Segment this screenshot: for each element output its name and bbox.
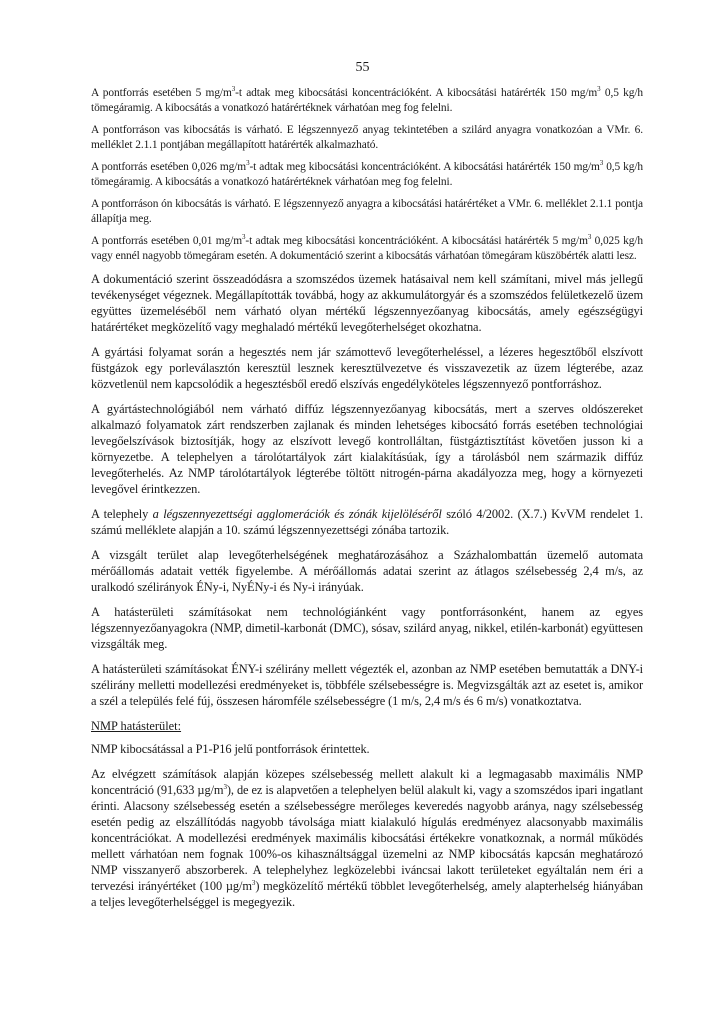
superscript: 3: [231, 85, 236, 94]
paragraph-p9: [91, 506, 643, 538]
paragraph-p8: [91, 401, 643, 497]
paragraph-p12: [91, 661, 643, 709]
text-run: A pontforrás esetében 5 mg/m: [91, 87, 232, 99]
superscript: 3: [246, 159, 250, 168]
text-run: ) megközelítő mértékű többlet levegőterhelség, amely alapterhelség hiányában a teljes levegőterhelséggel is megegyezik.: [91, 879, 643, 909]
text-run: -t adtak meg kibocsátási koncentrációként. A kibocsátási határérték 150 mg/m: [235, 87, 598, 99]
text-run: A telephely: [91, 507, 153, 521]
section-heading: NMP hatásterület:: [91, 719, 182, 733]
paragraph-p2: [91, 123, 643, 153]
text-run: A pontforrás esetében 0,026 mg/m: [91, 161, 247, 173]
text-run: -t adtak meg kibocsátási koncentrációként. A kibocsátási határérték 5 mg/m: [245, 235, 588, 247]
paragraphs-after: [91, 741, 643, 910]
paragraph-p3: [91, 160, 643, 190]
paragraph-p6: [91, 271, 643, 335]
italic-text: a légszennyezettségi agglomerációk és zónák kijelöléséről: [152, 507, 442, 521]
superscript: 3: [597, 85, 601, 94]
superscript: 3: [251, 878, 256, 887]
paragraph-p5: [91, 234, 643, 264]
text-run: A hatásterületi számításokat ÉNY-i szélirány mellett végezték el, azonban az NMP esetében bemutatták a DNY-i szélirány melletti modellezési eredményeket is, többféle szélsebességre is. Megvizsgálták azt az esetet is, amikor a szél a település felé fúj, összesen háromféle szélsebességre (1 m/s, 2,4 m/s és 6 m/s) vonatkoztatva.: [91, 662, 643, 708]
paragraph-p1: [91, 86, 643, 116]
text-run: 0,5 kg/h tömegáramig. A kibocsátás a vonatkozó határértéknek várhatóan meg fog felelni.: [91, 161, 643, 188]
page-number: 55: [355, 60, 370, 75]
superscript: 3: [223, 782, 227, 791]
text-run: 0,025 kg/h vagy ennél nagyobb tömegáram esetén. A dokumentáció szerint a kibocsátás várhatóan tömegáram küszöbérték alatti lesz.: [91, 235, 643, 262]
superscript: 3: [599, 159, 604, 168]
page-body: [91, 86, 643, 919]
superscript: 3: [587, 233, 592, 242]
text-run: -t adtak meg kibocsátási koncentrációként. A kibocsátási határérték 150 mg/m: [249, 161, 600, 173]
text-run: A gyártástechnológiából nem várható diffúz légszennyezőanyag kibocsátás, mert a szerves oldószereket alkalmazó folyamatok zárt rendszerben zajlanak és minden lehetséges kibocsátó forrás esetében technológiai levegőelszívások biztosítják, hogy az elszívott levegő kontrolláltan, füstgáztisztítást követően jusson ki a környezetbe. A telephelyen a tárolótartályok zárt kialakításúak, így a tárolásból nem származik diffúz levegőterhelés. Az NMP tárolótartályok légterébe töltött nitrogén-párna akadályozza meg, hogy a környezeti levegővel érintkezzen.: [91, 402, 643, 496]
text-run: 0,5 kg/h tömegáramig. A kibocsátás a vonatkozó határértéknek várhatóan meg fog felelni.: [91, 87, 643, 114]
text-run: A hatásterületi számításokat nem technológiánként vagy pontforrásonként, hanem az egyes légszennyezőanyagokra (NMP, dimetil-karbonát (DMC), sósav, szilárd anyag, nikkel, etilén-karbonát) együttesen vizsgálták meg.: [91, 605, 643, 651]
text-run: A dokumentáció szerint összeadódásra a szomszédos üzemek hatásaival nem kell számítani, mivel más jellegű tevékenységet végeznek. Megállapították továbbá, hogy az akkumulátorgyár és a szomszédos felületkezelő üzem együttes üzemeléséből nem várható olyan mértékű légszennyezőanyag kibocsátás, amely egészségügyi határértéket megközelítő vagy meghaladó mértékű levegőterhelséget okozhatna.: [91, 272, 643, 334]
paragraph-p7: [91, 344, 643, 392]
text-run: ), de ez is alapvetően a telephelyen belül alakult ki, vagy a szomszédos ipari ingatlant érinti. Alacsony szélsebesség esetén a szélsebességre merőleges keveredés nagyobb aránya, nagy szélsebesség esetén pedig az elszállítódás nagyobb távolsága miatt kialakuló hígulás eredményez alacsonyabb maximális koncentrációkat. A modellezési eredmények maximális kibocsátási értékekre vonatkoznak, a normál működés mellett várhatóan nem fognak 100%-os kihasználtsággal üzemelni az NMP kibocsátás kapcsán meghatározó NMP visszanyerő abszorberek. A telephelyhez legközelebbi iváncsai lakott területeket egyáltalán nem éri a tervezési irányértéket (100 µg/m: [91, 783, 643, 893]
text-run: A pontforrás esetében 0,01 mg/m: [91, 235, 242, 247]
paragraph-p10: [91, 547, 643, 595]
paragraph-p4: [91, 197, 643, 227]
text-run: A vizsgált terület alap levegőterhelségének meghatározásához a Százhalombattán üzemelő automata mérőállomás adatait vették figyelembe. A mérőállomás adatai szerint az átlagos szélsebesség 2,4 m/s, az uralkodó szélirányok ÉNy-i, NyÉNy-i és Ny-i irányúak.: [91, 548, 643, 594]
text-run: szóló 4/2002. (X.7.) KvVM rendelet 1. számú melléklete alapján a 10. számú légszennyezettségi zónába tartozik.: [91, 507, 643, 537]
text-run: Az elvégzett számítások alapján közepes szélsebesség mellett alakult ki a legmagasabb maximális NMP koncentráció (91,633 µg/m: [91, 767, 643, 797]
superscript: 3: [241, 233, 246, 242]
text-run: A pontforráson vas kibocsátás is várható. E légszennyező anyag tekintetében a szilárd anyagra vonatkozóan a VMr. 6. melléklet 2.1.1 pontjában megállapított határérték alkalmazható.: [91, 124, 643, 151]
text-run: NMP kibocsátással a P1-P16 jelű pontforrások érintettek.: [91, 742, 370, 756]
paragraph-p11: [91, 604, 643, 652]
text-run: A gyártási folyamat során a hegesztés nem jár számottevő levegőterheléssel, a lézeres hegesztőből elszívott füstgázok egy porleválasztón keresztül lesznek keresztülvezetve és visszavezetik az üzem légterébe, azaz közvetlenül nem kapcsolódik a hegesztésből eredő elszívás engedélyköteles légszennyező pontforráshoz.: [91, 345, 643, 391]
paragraphs-before: [91, 86, 643, 709]
paragraph-p13: [91, 741, 643, 757]
text-run: A pontforráson ón kibocsátás is várható. E légszennyező anyagra a kibocsátási határértéket a VMr. 6. melléklet 2.1.1 pontja állapítja meg.: [91, 198, 643, 225]
paragraph-p14: [91, 766, 643, 910]
